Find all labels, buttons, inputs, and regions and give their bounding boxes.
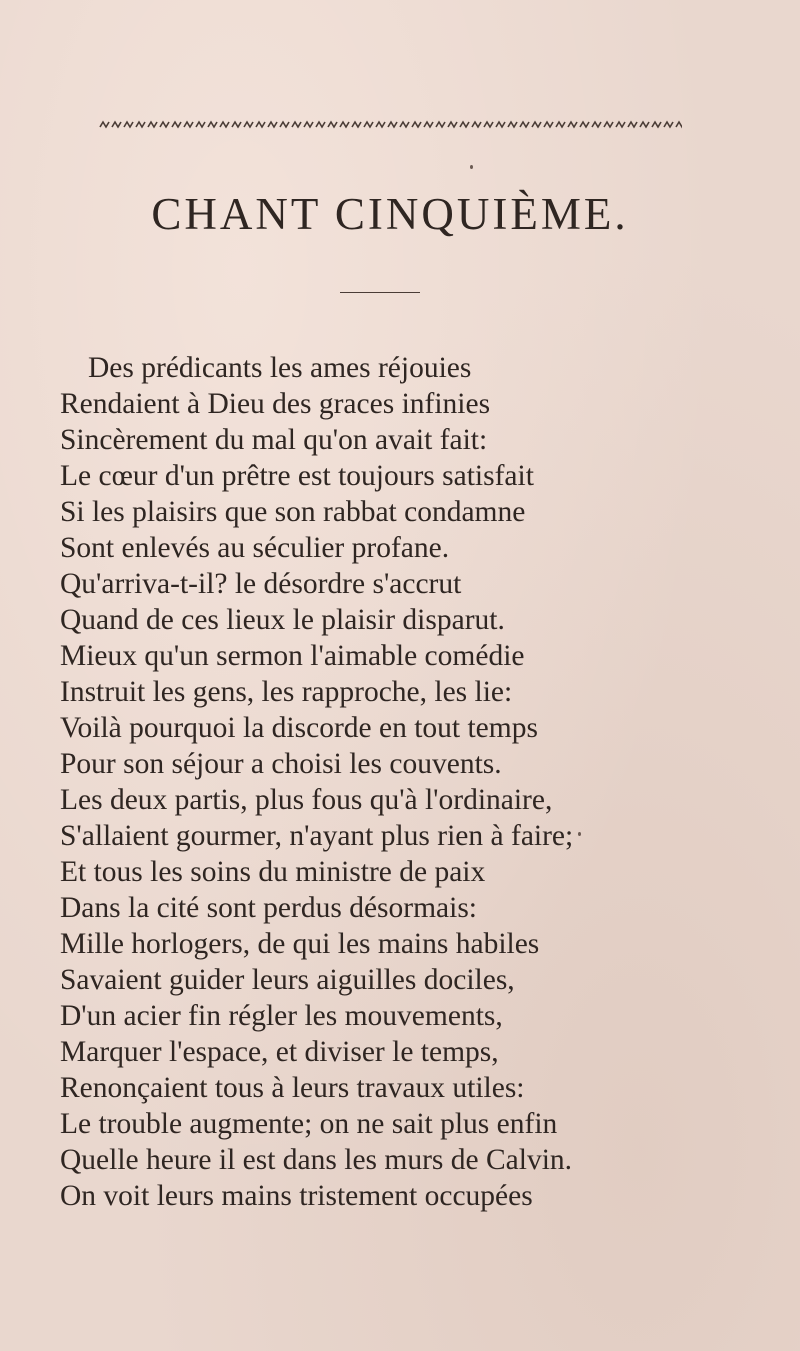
ornament-motif (208, 122, 217, 127)
ornamental-border (98, 118, 682, 132)
verse-line: Voilà pourquoi la discorde en tout temps (60, 712, 538, 744)
ornament-motif (556, 122, 565, 127)
ornament-motif (628, 122, 637, 127)
verse-line: Renonçaient tous à leurs travaux utiles: (60, 1072, 525, 1104)
ornament-motif (172, 122, 181, 127)
verse-line: On voit leurs mains tristement occupées (60, 1180, 533, 1212)
ornament-motif (340, 122, 349, 127)
ornament-motif (376, 122, 385, 127)
verse-line: Savaient guider leurs aiguilles dociles, (60, 964, 515, 996)
ornament-motif (256, 122, 265, 127)
ornament-motif (328, 122, 337, 127)
ornament-motif (184, 122, 193, 127)
verse-line: Qu'arriva-t-il? le désordre s'accrut (60, 568, 462, 600)
ornament-motif (220, 122, 229, 127)
ornament-motif (616, 122, 625, 127)
verse-line: Sincèrement du mal qu'on avait fait: (60, 424, 488, 456)
ornament-motif (124, 122, 133, 127)
ornament-motif (280, 122, 289, 127)
ornament-motif (100, 122, 109, 127)
verse-line: Le cœur d'un prêtre est toujours satisfait (60, 460, 534, 492)
ornament-motif (532, 122, 541, 127)
ornament-motif (592, 122, 601, 127)
verse-line: Le trouble augmente; on ne sait plus enfin (60, 1108, 558, 1140)
ornament-motif (412, 122, 421, 127)
verse-line: Quelle heure il est dans les murs de Calvin. (60, 1144, 573, 1176)
verse-line: Instruit les gens, les rapproche, les lie: (60, 676, 513, 708)
paper-speck (470, 165, 473, 169)
title-divider-rule (340, 292, 420, 293)
ornament-motif (568, 122, 577, 127)
ornament-motif (508, 122, 517, 127)
ornament-motif (112, 122, 121, 127)
ornament-motif (496, 122, 505, 127)
verse-line: Quand de ces lieux le plaisir disparut. (60, 604, 505, 636)
ornament-motif (460, 122, 469, 127)
ornament-motif (640, 122, 649, 127)
verse-line: Des prédicants les ames réjouies (88, 352, 472, 384)
ornament-motif (424, 122, 433, 127)
ornament-motif (232, 122, 241, 127)
ornament-motif (316, 122, 325, 127)
ornament-motif (136, 122, 145, 127)
ornament-motif (676, 122, 682, 127)
ornament-motif (304, 122, 313, 127)
ornament-motif (484, 122, 493, 127)
ornament-motif (652, 122, 661, 127)
ornament-motif (268, 122, 277, 127)
ornament-motif (472, 122, 481, 127)
verse-line: D'un acier fin régler les mouvements, (60, 1000, 503, 1032)
verse-line: Mieux qu'un sermon l'aimable comédie (60, 640, 525, 672)
verse-line: Pour son séjour a choisi les couvents. (60, 748, 502, 780)
verse-line: Et tous les soins du ministre de paix (60, 856, 486, 888)
verse-line: Marquer l'espace, et diviser le temps, (60, 1036, 499, 1068)
paper-speck (578, 832, 581, 836)
verse-line: Si les plaisirs que son rabbat condamne (60, 496, 526, 528)
ornament-motif (160, 122, 169, 127)
ornament-motif (448, 122, 457, 127)
ornament-motif (580, 122, 589, 127)
verse-line: S'allaient gourmer, n'ayant plus rien à faire; (60, 820, 574, 852)
ornament-motif (352, 122, 361, 127)
verse-line: Dans la cité sont perdus désormais: (60, 892, 478, 924)
ornament-motif (664, 122, 673, 127)
ornament-motif (196, 122, 205, 127)
ornament-motif (364, 122, 373, 127)
verse-line: Les deux partis, plus fous qu'à l'ordinaire, (60, 784, 553, 816)
ornament-motif (400, 122, 409, 127)
ornament-motif (544, 122, 553, 127)
verse-line: Rendaient à Dieu des graces infinies (60, 388, 491, 420)
verse-line: Mille horlogers, de qui les mains habiles (60, 928, 540, 960)
ornament-motif (388, 122, 397, 127)
ornament-motif (520, 122, 529, 127)
chant-title: CHANT CINQUIÈME. (151, 189, 629, 239)
ornament-motif (292, 122, 301, 127)
ornament-motif (148, 122, 157, 127)
ornament-motif (604, 122, 613, 127)
verse-line: Sont enlevés au séculier profane. (60, 532, 450, 564)
ornament-motif (244, 122, 253, 127)
ornament-motif (436, 122, 445, 127)
